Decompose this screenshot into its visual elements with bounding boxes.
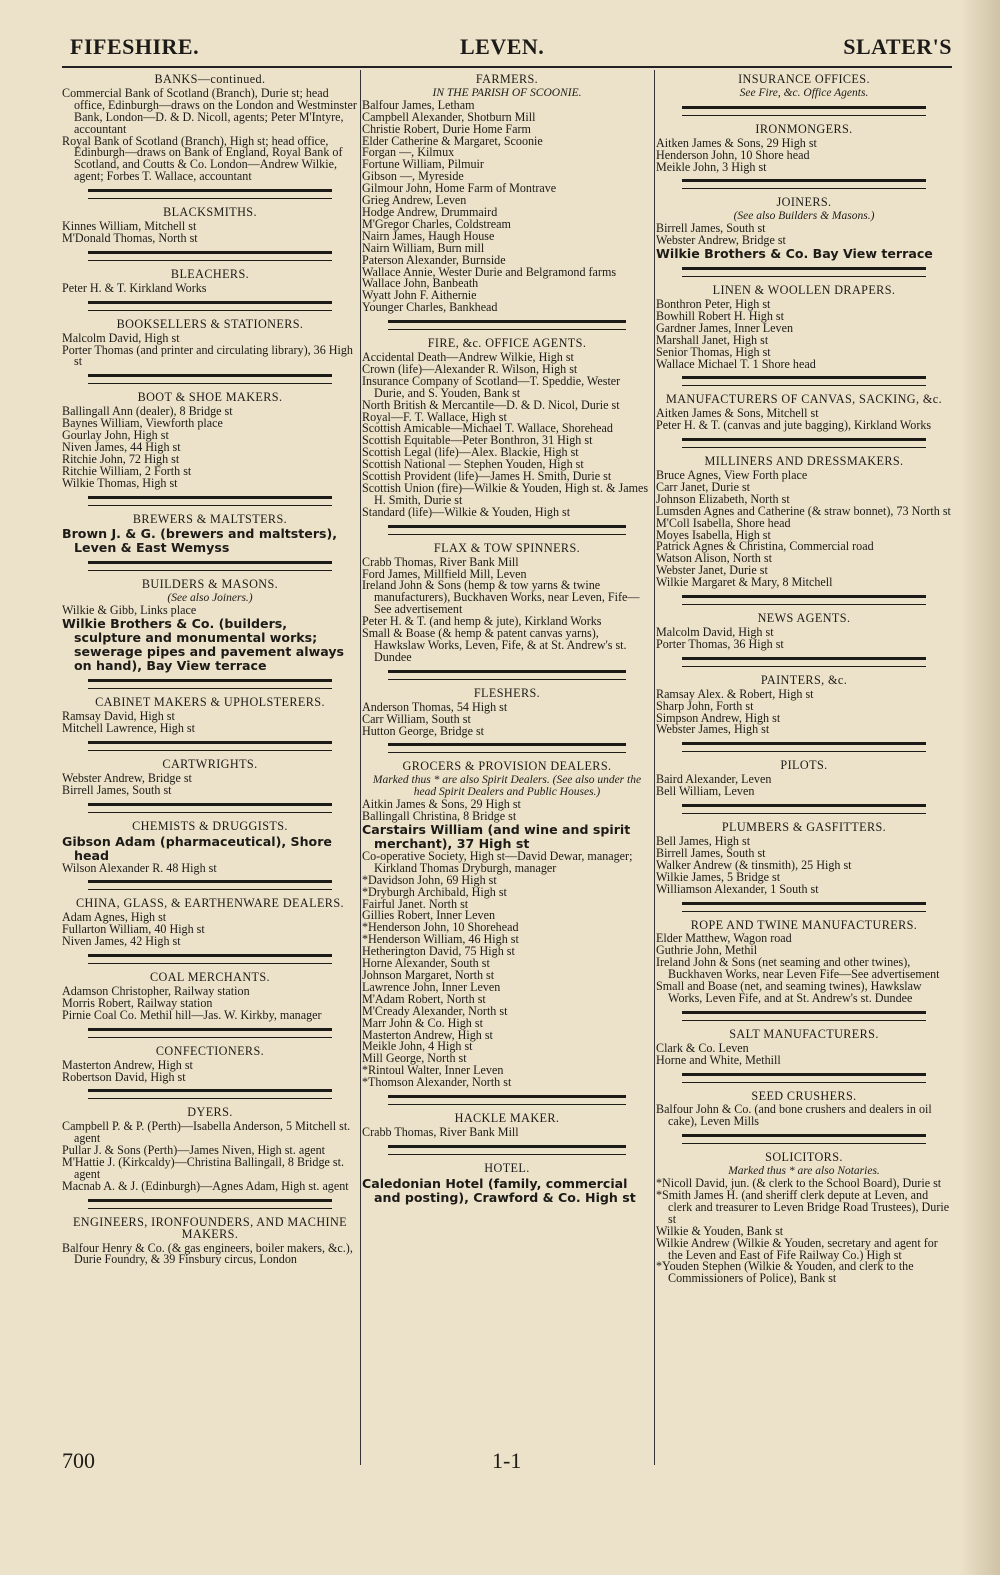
section-divider xyxy=(682,742,926,752)
section-title: FLAX & TOW SPINNERS. xyxy=(433,540,581,555)
section-title: JOINERS. xyxy=(776,195,832,210)
featured-entry: Carstairs William (and wine and spirit merchant), 37 High st xyxy=(362,821,631,851)
directory-entry: Bell William, Leven xyxy=(656,784,755,799)
directory-section xyxy=(656,1134,952,1285)
directory-entry: Ballingall Christina, 8 Bridge st xyxy=(362,809,517,824)
directory-entry: Marshall Janet, High st xyxy=(656,332,769,347)
directory-entry: Adamson Christopher, Railway station xyxy=(62,983,250,998)
featured-entry: Caledonian Hotel (family, commercial and posting), Crawford & Co. High st xyxy=(362,1175,636,1205)
section-title: BANKS—continued. xyxy=(154,72,266,86)
directory-entry: Grieg Andrew, Leven xyxy=(362,193,467,208)
column-rule xyxy=(654,70,655,1465)
directory-entry: Meikle John, 3 High st xyxy=(656,159,767,174)
directory-entry: Balfour John & Co. (and bone crushers and dealers in oil cake), Leven Mills xyxy=(656,1102,932,1129)
directory-column-3 xyxy=(656,72,952,1285)
directory-entry: Insurance Company of Scotland—T. Speddie, Wester Durie, and S. Youden, Bank st xyxy=(362,373,621,400)
section-title: MANUFACTURERS OF CANVAS, SACKING, &c. xyxy=(665,392,943,407)
section-note: See Fire, &c. Office Agents. xyxy=(739,86,869,99)
directory-entry: Wilkie Andrew (Wilkie & Youden, secretary and agent for the Leven and East of Fife Railway Co.) High st xyxy=(656,1235,938,1262)
directory-entry: *Henderson John, 10 Shorehead xyxy=(362,920,519,935)
section-title: FLESHERS. xyxy=(473,685,541,700)
directory-entry: Wallace Annie, Wester Durie and Belgramond farms xyxy=(362,264,617,279)
directory-section xyxy=(62,741,358,797)
directory-entry: Nairn James, Haugh House xyxy=(362,228,495,243)
directory-entry: Carr Janet, Durie st xyxy=(656,479,751,494)
featured-entry: Brown J. & G. (brewers and maltsters), Leven & East Wemyss xyxy=(62,526,338,556)
directory-section xyxy=(656,804,952,895)
section-divider xyxy=(682,267,926,277)
directory-section xyxy=(62,880,358,948)
section-divider xyxy=(388,320,626,330)
directory-column-2 xyxy=(362,72,652,1205)
section-title: CHEMISTS & DRUGGISTS. xyxy=(132,818,288,833)
directory-entry: Elder Catherine & Margaret, Scoonie xyxy=(362,133,543,148)
directory-entry: Wilson Alexander R. 48 High st xyxy=(62,860,217,875)
directory-entry: Wilkie Thomas, High st xyxy=(62,475,178,490)
section-title: BOOKSELLERS & STATIONERS. xyxy=(116,316,304,331)
directory-column-1 xyxy=(62,72,358,1266)
directory-entry: Webster Andrew, Bridge st xyxy=(62,770,192,785)
directory-entry: *Smith James H. (and sheriff clerk depute at Leven, and clerk and treasurer to Leven Bridge Road Trustees), Durie st xyxy=(656,1188,950,1226)
directory-section xyxy=(656,657,952,737)
section-divider xyxy=(88,189,332,199)
directory-entry: Gillies Robert, Inner Leven xyxy=(362,908,495,923)
directory-entry: M'Donald Thomas, North st xyxy=(62,230,198,245)
section-note: (See also Joiners.) xyxy=(167,592,253,605)
directory-entry: *Davidson John, 69 High st xyxy=(362,872,497,887)
directory-section xyxy=(656,1073,952,1129)
running-header xyxy=(60,34,952,66)
directory-section xyxy=(656,376,952,432)
directory-section xyxy=(362,743,652,1089)
signature-mark: 1-1 xyxy=(492,1448,522,1473)
section-title: FIRE, &c. OFFICE AGENTS. xyxy=(427,336,587,351)
directory-entry: Baird Alexander, Leven xyxy=(656,772,772,787)
page-edge-shadow xyxy=(960,0,1000,1575)
section-title: DYERS. xyxy=(187,1105,233,1120)
directory-entry: Mitchell Lawrence, High st xyxy=(62,721,195,735)
directory-entry: Crabb Thomas, River Bank Mill xyxy=(362,1124,519,1139)
directory-entry: Webster James, High st xyxy=(656,722,770,737)
directory-entry: Ramsay Alex. & Robert, High st xyxy=(656,686,814,701)
directory-section xyxy=(62,561,358,673)
directory-entry: Commercial Bank of Scotland (Branch), Durie st; head office, Edinburgh—draws on the London and Westminster Bank, London—D. & D. Nicoll, agents; Peter M'Intyre, accountant xyxy=(62,85,357,136)
directory-section xyxy=(62,1199,358,1267)
section-title: PAINTERS, &c. xyxy=(760,672,848,687)
featured-entry: Wilkie Brothers & Co. Bay View terrace xyxy=(656,246,933,262)
section-divider xyxy=(88,251,332,261)
directory-entry: Hodge Andrew, Drummaird xyxy=(362,204,498,219)
section-title: HOTEL. xyxy=(484,1160,530,1175)
directory-entry: Nairn William, Burn mill xyxy=(362,240,485,255)
directory-entry: Malcolm David, High st xyxy=(656,625,774,639)
directory-entry: Peter H. & T. (canvas and jute bagging), Kirkland Works xyxy=(656,418,932,433)
directory-entry: Wyatt John F. Aithernie xyxy=(362,288,477,303)
directory-entry: Horne and White, Methill xyxy=(656,1052,781,1067)
header-publisher: SLATER'S xyxy=(843,34,952,59)
column-rule xyxy=(360,70,361,1465)
section-title: HACKLE MAKER. xyxy=(454,1111,560,1126)
directory-entry: Wallace John, Banbeath xyxy=(362,276,479,291)
header-county: FIFESHIRE. xyxy=(70,34,200,59)
directory-entry: *Rintoul Walter, Inner Leven xyxy=(362,1063,504,1078)
directory-section xyxy=(62,1028,358,1084)
section-divider xyxy=(682,179,926,189)
section-title: CHINA, GLASS, & EARTHENWARE DEALERS. xyxy=(76,896,344,911)
section-divider xyxy=(88,803,332,813)
section-title: CONFECTIONERS. xyxy=(155,1043,265,1058)
section-title: SALT MANUFACTURERS. xyxy=(729,1026,879,1041)
directory-entry: Ireland John & Sons (hemp & tow yarns & twine manufacturers), Buckhaven Works, near Leven, Fife—See advertisement xyxy=(362,578,640,617)
section-title: COAL MERCHANTS. xyxy=(150,970,270,985)
directory-entry: Scottish Union (fire)—Wilkie & Youden, High st. & James H. Smith, Durie st xyxy=(362,481,649,507)
directory-entry: Younger Charles, Bankhead xyxy=(362,300,498,315)
section-title: MILLINERS AND DRESSMAKERS. xyxy=(704,454,904,469)
directory-entry: Bowhill Robert H. High st xyxy=(656,308,784,323)
directory-entry: Campbell Alexander, Shotburn Mill xyxy=(362,109,536,124)
directory-entry: Carr William, South st xyxy=(362,711,471,726)
section-divider xyxy=(682,1134,926,1144)
directory-entry: Peter H. & T. Kirkland Works xyxy=(62,280,207,295)
section-title: BLEACHERS. xyxy=(170,266,250,281)
section-title: SOLICITORS. xyxy=(765,1150,843,1165)
section-title: IRONMONGERS. xyxy=(755,121,853,136)
directory-entry: Birrell James, South st xyxy=(656,221,766,236)
directory-entry: Royal—F. T. Wallace, High st xyxy=(362,409,507,424)
directory-entry: Watson Alison, North st xyxy=(656,551,772,566)
section-title: ROPE AND TWINE MANUFACTURERS. xyxy=(690,917,918,932)
directory-entry: Niven James, 44 High st xyxy=(62,439,181,454)
directory-section xyxy=(362,1145,652,1205)
section-title: LINEN & WOOLLEN DRAPERS. xyxy=(712,283,896,298)
section-divider xyxy=(88,880,332,890)
directory-entry: M'Cready Alexander, North st xyxy=(362,1003,508,1018)
directory-section xyxy=(656,267,952,370)
directory-entry: Bonthron Peter, High st xyxy=(656,296,771,311)
directory-entry: Gourlay John, High st xyxy=(62,428,169,443)
directory-entry: *Nicoll David, jun. (& clerk to the School Board), Durie st xyxy=(656,1176,942,1191)
directory-entry: Williamson Alexander, 1 South st xyxy=(656,881,819,896)
directory-section xyxy=(656,106,952,174)
directory-entry: Paterson Alexander, Burnside xyxy=(362,252,506,267)
section-title: BUILDERS & MASONS. xyxy=(141,577,279,592)
section-title: BOOT & SHOE MAKERS. xyxy=(137,390,283,405)
directory-section xyxy=(362,525,652,664)
directory-entry: Scottish Equitable—Peter Bonthron, 31 High st xyxy=(362,433,593,448)
directory-entry: Anderson Thomas, 54 High st xyxy=(362,699,508,714)
directory-entry: Masterton Andrew, High st xyxy=(362,1027,493,1042)
section-title: PILOTS. xyxy=(780,758,828,773)
section-divider xyxy=(88,1028,332,1038)
directory-entry: Senior Thomas, High st xyxy=(656,344,771,359)
directory-section xyxy=(656,742,952,798)
directory-section xyxy=(62,251,358,295)
directory-entry: Bruce Agnes, View Forth place xyxy=(656,468,808,483)
section-title: CABINET MAKERS & UPHOLSTERERS. xyxy=(95,695,325,710)
directory-section xyxy=(656,595,952,651)
directory-entry: M'Hattie J. (Kirkcaldy)—Christina Ballingall, 8 Bridge st. agent xyxy=(62,1155,344,1181)
header-rule xyxy=(62,66,952,68)
directory-entry: Lawrence John, Inner Leven xyxy=(362,979,501,994)
directory-entry: Forgan —, Kilmux xyxy=(362,145,455,160)
featured-entry: Wilkie Brothers & Co. (builders, sculpture and monumental works; sewerage pipes and pavement always on hand), Bay View terrace xyxy=(62,616,345,674)
directory-entry: Aitken James & Sons, 29 High st xyxy=(656,135,817,150)
directory-entry: Fullarton William, 40 High st xyxy=(62,922,205,937)
directory-entry: Co-operative Society, High st—David Dewar, manager; Kirkland Thomas Dryburgh, manager xyxy=(362,848,633,875)
directory-entry: Porter Thomas, 36 High st xyxy=(656,636,784,651)
directory-section xyxy=(362,320,652,519)
directory-entry: Hetherington David, 75 High st xyxy=(362,944,515,959)
directory-section xyxy=(62,679,358,735)
section-title: ENGINEERS, IRONFOUNDERS, AND MACHINE MAKERS. xyxy=(72,1214,348,1241)
directory-section xyxy=(62,496,358,556)
directory-entry: Christie Robert, Durie Home Farm xyxy=(362,121,531,136)
section-divider xyxy=(388,1095,626,1105)
directory-entry: Scottish Provident (life)—James H. Smith, Durie st xyxy=(362,469,612,484)
section-divider xyxy=(88,301,332,311)
directory-section xyxy=(362,670,652,738)
directory-entry: *Henderson William, 46 High st xyxy=(362,932,519,947)
directory-entry: Clark & Co. Leven xyxy=(656,1040,749,1055)
section-divider xyxy=(88,954,332,964)
directory-section xyxy=(656,902,952,1005)
section-title: CARTWRIGHTS. xyxy=(162,756,258,771)
directory-entry: Ford James, Millfield Mill, Leven xyxy=(362,566,527,581)
section-divider xyxy=(388,670,626,680)
directory-entry: Bell James, High st xyxy=(656,833,751,848)
section-divider xyxy=(682,438,926,448)
directory-entry: Gibson —, Myreside xyxy=(362,169,464,184)
section-divider xyxy=(682,1011,926,1021)
directory-entry: Marr John & Co. High st xyxy=(362,1015,483,1030)
directory-entry: Baynes William, Viewforth place xyxy=(62,416,223,431)
directory-entry: Standard (life)—Wilkie & Youden, High st xyxy=(362,504,571,519)
directory-entry: Pullar J. & Sons (Perth)—James Niven, High st. agent xyxy=(62,1143,326,1158)
directory-entry: Patrick Agnes & Christina, Commercial road xyxy=(656,539,874,554)
directory-entry: Wilkie James, 5 Bridge st xyxy=(656,869,781,884)
directory-entry: Aitkin James & Sons, 29 High st xyxy=(362,797,521,812)
directory-section xyxy=(62,954,358,1022)
directory-section xyxy=(656,74,952,100)
section-divider xyxy=(88,374,332,384)
section-divider xyxy=(388,743,626,753)
directory-entry: M'Gregor Charles, Coldstream xyxy=(362,216,511,231)
header-town: LEVEN. xyxy=(460,34,545,59)
directory-entry: Gardner James, Inner Leven xyxy=(656,320,793,335)
directory-entry: *Youden Stephen (Wilkie & Youden, and clerk to the Commissioners of Police), Bank st xyxy=(656,1259,914,1286)
directory-entry: Morris Robert, Railway station xyxy=(62,995,213,1010)
section-divider xyxy=(682,106,926,116)
directory-section xyxy=(62,803,358,875)
directory-entry: Simpson Andrew, High st xyxy=(656,710,781,725)
directory-entry: Crabb Thomas, River Bank Mill xyxy=(362,554,519,569)
directory-entry: Accidental Death—Andrew Wilkie, High st xyxy=(362,350,574,365)
directory-entry: Peter H. & T. (and hemp & jute), Kirkland Works xyxy=(362,614,602,629)
directory-entry: Henderson John, 10 Shore head xyxy=(656,147,810,162)
directory-section xyxy=(62,74,358,183)
directory-section xyxy=(656,179,952,261)
section-divider xyxy=(682,1073,926,1083)
section-divider xyxy=(682,902,926,912)
directory-entry: Gilmour John, Home Farm of Montrave xyxy=(362,181,557,196)
directory-entry: Royal Bank of Scotland (Branch), High st; head office, Edinburgh—draws on Bank of England, Royal Bank of Scotland, and Coutts & Co. London—Andrew Wilkie, agent; Forbes T. Wallace, accountant xyxy=(62,133,343,184)
directory-entry: Wilkie Margaret & Mary, 8 Mitchell xyxy=(656,575,833,590)
directory-entry: Lumsden Agnes and Catherine (& straw bonnet), 73 North st xyxy=(656,503,951,518)
section-divider xyxy=(88,496,332,506)
directory-entry: Mill George, North st xyxy=(362,1051,467,1066)
directory-entry: Walker Andrew (& tinsmith), 25 High st xyxy=(656,857,852,872)
section-title: NEWS AGENTS. xyxy=(757,611,851,626)
section-divider xyxy=(388,525,626,535)
directory-entry: Campbell P. & P. (Perth)—Isabella Anderson, 5 Mitchell st. agent xyxy=(62,1119,351,1146)
directory-section xyxy=(656,1011,952,1067)
directory-entry: Sharp John, Forth st xyxy=(656,698,754,713)
directory-entry: Malcolm David, High st xyxy=(62,330,180,345)
directory-entry: *Thomson Alexander, North st xyxy=(362,1075,512,1090)
directory-entry: Ritchie William, 2 Forth st xyxy=(62,463,192,478)
directory-entry: Pirnie Coal Co. Methil hill—Jas. W. Kirkby, manager xyxy=(62,1007,322,1022)
directory-section xyxy=(656,438,952,589)
section-divider xyxy=(88,561,332,571)
section-divider xyxy=(88,741,332,751)
directory-section xyxy=(362,1095,652,1139)
directory-entry: Kinnes William, Mitchell st xyxy=(62,219,197,234)
directory-entry: Webster Janet, Durie st xyxy=(656,563,768,578)
directory-entry: Moyes Isabella, High st xyxy=(656,527,771,542)
directory-entry: Scottish National — Stephen Youden, High st xyxy=(362,457,584,472)
section-note: Marked thus * are also Notaries. xyxy=(728,1165,880,1178)
section-divider xyxy=(682,376,926,386)
page-number: 700 xyxy=(62,1448,95,1473)
directory-entry: Balfour James, Letham xyxy=(362,97,475,112)
directory-entry: Birrell James, South st xyxy=(62,782,172,797)
section-title: GROCERS & PROVISION DEALERS. xyxy=(402,759,612,774)
section-title: BLACKSMITHS. xyxy=(163,205,257,220)
directory-entry: Webster Andrew, Bridge st xyxy=(656,233,786,248)
directory-entry: Hutton George, Bridge st xyxy=(362,723,485,738)
directory-entry: Johnson Margaret, North st xyxy=(362,968,495,982)
directory-entry: Johnson Elizabeth, North st xyxy=(656,491,790,506)
directory-entry: Macnab A. & J. (Edinburgh)—Agnes Adam, High st. agent xyxy=(62,1178,349,1193)
directory-entry: Wallace Michael T. 1 Shore head xyxy=(656,356,816,371)
directory-entry: M'Adam Robert, North st xyxy=(362,991,486,1006)
section-divider xyxy=(88,1199,332,1209)
section-divider xyxy=(682,595,926,605)
section-divider xyxy=(88,679,332,689)
directory-entry: Adam Agnes, High st xyxy=(62,910,167,925)
directory-section xyxy=(62,189,358,245)
featured-entry: Gibson Adam (pharmaceutical), Shore head xyxy=(62,833,332,863)
section-title: PLUMBERS & GASFITTERS. xyxy=(721,820,887,835)
directory-section xyxy=(62,374,358,489)
directory-entry: Horne Alexander, South st xyxy=(362,956,490,971)
section-divider xyxy=(88,1089,332,1099)
directory-entry: Scottish Amicable—Michael T. Wallace, Shorehead xyxy=(362,421,613,436)
directory-entry: Niven James, 42 High st xyxy=(62,934,181,949)
directory-entry: Ramsay David, High st xyxy=(62,709,175,724)
section-note: Marked thus * are also Spirit Dealers. (See also under the head Spirit Dealers and Public Houses.) xyxy=(372,774,642,799)
section-divider xyxy=(388,1145,626,1155)
directory-entry: Ireland John & Sons (net seaming and other twines), Buckhaven Works, near Leven Fife—See advertisement xyxy=(656,955,940,982)
directory-entry: Fairful Janet. North st xyxy=(362,896,469,911)
section-divider xyxy=(682,804,926,814)
directory-entry: Ritchie John, 72 High st xyxy=(62,451,180,466)
directory-entry: North British & Mercantile—D. & D. Nicol, Durie st xyxy=(362,397,620,412)
section-note: IN THE PARISH OF SCOONIE. xyxy=(432,86,582,99)
directory-entry: Elder Matthew, Wagon road xyxy=(656,931,792,946)
directory-entry: Scottish Legal (life)—Alex. Blackie, High st xyxy=(362,445,579,460)
directory-entry: Aitken James & Sons, Mitchell st xyxy=(656,406,819,421)
directory-entry: Porter Thomas (and printer and circulating library), 36 High st xyxy=(62,342,353,369)
directory-entry: Meikle John, 4 High st xyxy=(362,1039,473,1054)
section-divider xyxy=(682,657,926,667)
directory-entry: Wilkie & Gibb, Links place xyxy=(62,603,197,618)
directory-entry: Wilkie & Youden, Bank st xyxy=(656,1223,784,1238)
section-title: SEED CRUSHERS. xyxy=(751,1088,857,1103)
directory-section xyxy=(62,1089,358,1192)
directory-section xyxy=(62,301,358,369)
directory-entry: Crown (life)—Alexander R. Wilson, High st xyxy=(362,361,578,376)
directory-entry: Fortune William, Pilmuir xyxy=(362,157,484,172)
directory-section xyxy=(362,74,652,314)
directory-entry: Masterton Andrew, High st xyxy=(62,1057,193,1072)
directory-entry: Small and Boase (net, and seaming twines), Hawkslaw Works, Leven Fife, and at St. Andrew's st. Dundee xyxy=(656,979,922,1005)
section-title: BREWERS & MALTSTERS. xyxy=(132,511,288,526)
directory-entry: Small & Boase (& hemp & patent canvas yarns), Hawkslaw Works, Leven, Fife, & at St. Andrew's st. Dundee xyxy=(362,626,627,664)
directory-entry: M'Coll Isabella, Shore head xyxy=(656,515,791,530)
directory-entry: Ballingall Ann (dealer), 8 Bridge st xyxy=(62,404,233,419)
section-title: INSURANCE OFFICES. xyxy=(738,72,870,86)
directory-entry: Balfour Henry & Co. (& gas engineers, boiler makers, &c.), Durie Foundry, & 39 Finsbury circus, London xyxy=(62,1240,353,1267)
directory-entry: *Dryburgh Archibald, High st xyxy=(362,884,507,899)
directory-entry: Birrell James, South st xyxy=(656,845,766,860)
section-note: (See also Builders & Masons.) xyxy=(733,210,875,223)
directory-entry: Guthrie John, Methil xyxy=(656,943,758,958)
directory-entry: Robertson David, High st xyxy=(62,1069,186,1084)
section-title: FARMERS. xyxy=(475,72,539,86)
